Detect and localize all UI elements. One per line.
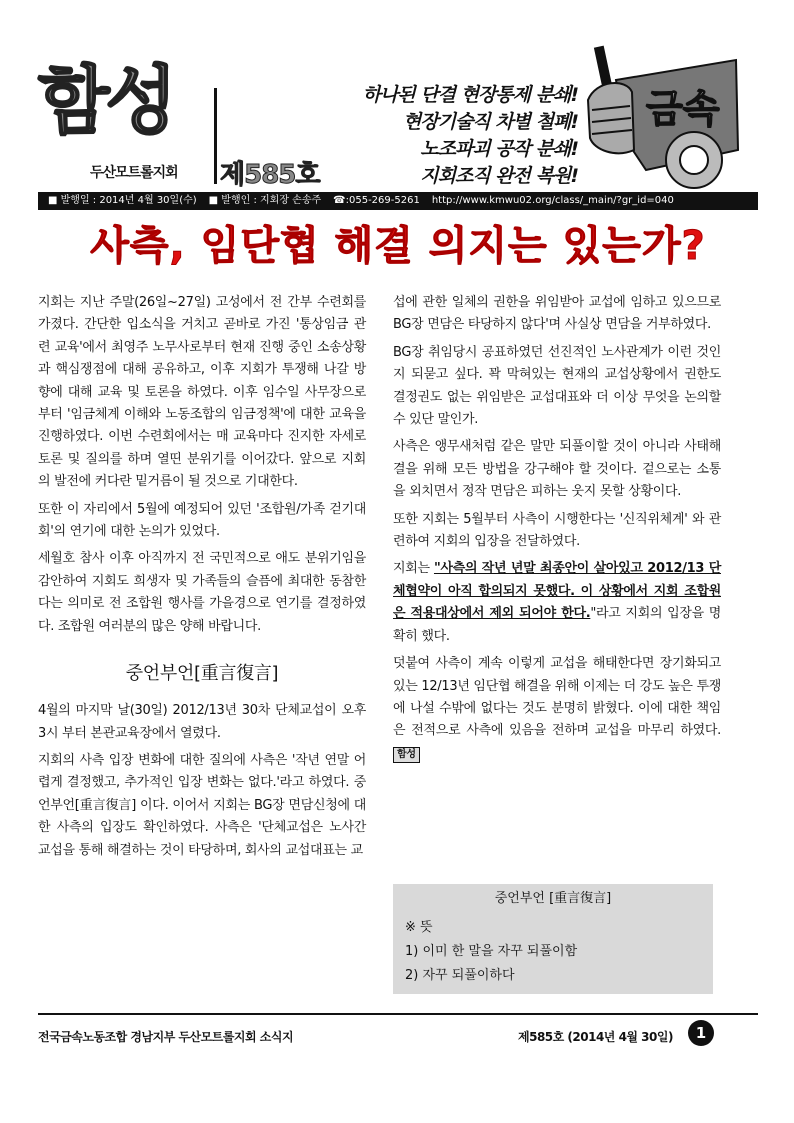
paragraph (393, 558, 721, 648)
website-link[interactable]: http://www.kmwu02.org/class/_main/?gr_id=040 (431, 195, 674, 206)
footer-publisher: 전국금속노동조합 경남지부 두산모트롤지회 소식지 (38, 1030, 294, 1044)
glossary-box (393, 884, 713, 994)
emblem-text: 금속 (646, 87, 720, 131)
paragraph-tail: "라고 지회의 입장을 명확히 했다. (393, 606, 722, 644)
page-number: 1 (688, 1020, 714, 1046)
glossary-title: 중언부언 [重言復言] (494, 891, 612, 906)
end-stamp: 함성 (393, 747, 420, 763)
paragraph: 지회의 사측 입장 변화에 대한 질의에 사측은 '작년 연말 어렵게 결정했고, 추가적인 입장 변화는 없다.'라고 하였다. 중언부언[重言復言] 이다. 이어서 지회는 BG장 면담신청에 대한 사측의 입장도 확인하였다. 사측은 '단체교섭은 노사간 교섭을 통해 해결하는 것이 타당하며, 회사의 교섭대표는 교 (38, 752, 366, 858)
paragraph: BG장 취임당시 공표하였던 선진적인 노사관계가 이런 것인지 되묻고 싶다. 꽉 막혀있는 현재의 교섭상황에서 권한도 결정권도 없는 위임받은 교섭대표와 더 이상 무엇을 논의할 수 있단 말인가. (393, 344, 721, 428)
paragraph: 세월호 참사 이후 아직까지 전 국민적으로 애도 분위기임을 감안하여 지회도 희생자 및 가족들의 슬픔에 최대한 동참한다는 의미로 전 조합원 행사를 가을경으로 연기를 결정하였다. 조합원 여러분의 많은 양해 바랍니다. (38, 551, 366, 634)
divider (214, 88, 217, 184)
paragraph-lead: 지회는 (393, 561, 434, 577)
paragraph: 또한 이 자리에서 5월에 예정되어 있던 '조합원/가족 걷기대회'의 연기에 대한 논의가 있었다. (38, 501, 366, 540)
paragraph (393, 653, 721, 765)
newsletter-logo: 함성 (38, 58, 173, 144)
publisher: ■ 발행인 : 지회장 손송주 (208, 195, 322, 206)
left-column (38, 292, 366, 867)
newsletter-subtitle: 두산모트롤지회 (90, 165, 178, 181)
glossary-item: 2) 자꾸 되풀이하다 (405, 968, 515, 983)
glossary-item: 1) 이미 한 말을 자꾸 되풀이함 (405, 944, 578, 959)
paragraph: 4월의 마지막 날(30일) 2012/13년 30차 단체교섭이 오후 3시 부터 본관교육장에서 열렸다. (38, 703, 366, 741)
paragraph: 섭에 관한 일체의 권한을 위임받아 교섭에 임하고 있으므로 BG장 면담은 타당하지 않다'며 사실상 면담을 거부하였다. (393, 295, 721, 333)
right-column (393, 292, 721, 770)
section-title: 중언부언[重言復言] (125, 663, 279, 685)
fist-flag-icon (586, 40, 748, 192)
paragraph: 또한 지회는 5월부터 사측이 시행한다는 '신직위체계' 와 관련하여 지회의 입장을 전달하였다. (393, 511, 721, 550)
glossary-mark: ※ 뜻 (405, 920, 433, 935)
slogan-4: 지회조직 완전 복원! (420, 165, 578, 187)
page-headline: 사측, 임단협 해결 의지는 있는가? (90, 223, 706, 269)
paragraph: 사측은 앵무새처럼 같은 말만 되풀이할 것이 아니라 사태해결을 위해 모든 방법을 강구해야 할 것이다. 겉으로는 소통을 외치면서 정작 면담은 피하는 웃지 못할 상황이다. (393, 439, 721, 500)
masthead (38, 60, 758, 190)
publish-date: ■ 발행일 : 2014년 4월 30일(수) (48, 195, 197, 206)
slogan-1: 하나된 단결 현장통제 분쇄! (362, 84, 578, 106)
emphasized-quote: "사측의 작년 년말 최종안이 살아있고 2012/13 단체협약이 아직 합의되지 못했다. 이 상황에서 지회 조합원은 적용대상에서 제외 되어야 한다. (393, 561, 721, 622)
slogan-3: 노조파괴 공작 분쇄! (420, 138, 578, 160)
phone-number: ☎:055-269-5261 (333, 195, 420, 206)
footer-divider (38, 1013, 758, 1015)
paragraph-text: 덧붙여 사측이 계속 이렇게 교섭을 해태한다면 장기화되고 있는 12/13년 임단협 해결을 위해 이제는 더 강도 높은 투쟁에 나설 수밖에 없다는 것도 분명히 밝혔다. 이에 대한 책임은 전적으로 사측에 있음을 전하며 교섭을 마무리 하였다. (393, 656, 721, 739)
slogan-list (308, 82, 578, 190)
publication-info-bar (38, 192, 758, 210)
issue-number: 제585호 (220, 160, 320, 190)
paragraph: 지회는 지난 주말(26일~27일) 고성에서 전 간부 수련회를 가졌다. 간단한 입소식을 거치고 곧바로 가진 '통상임금 관련 교육'에서 최영주 노무사로부터 현재 진행 중인 소송상황과 핵심쟁점에 대해 공유하고, 이후 지회가 투쟁해 나갈 방향에 대해 교육 및 토론을 하였다. 이후 임수일 사무장으로부터 '임금체계 이해와 노동조합의 임금정책'에 대한 교육을 진행하였다. 이번 수련회에서는 매 교육마다 진지한 자세로 토론 및 질의를 하며 열띤 분위기를 이어갔다. 앞으로 지회의 발전에 커다란 밑거름이 될 것으로 기대한다. (38, 295, 366, 490)
slogan-2: 현장기술직 차별 철폐! (402, 111, 578, 133)
footer-issue: 제585호 (2014년 4월 30일) (518, 1030, 673, 1044)
